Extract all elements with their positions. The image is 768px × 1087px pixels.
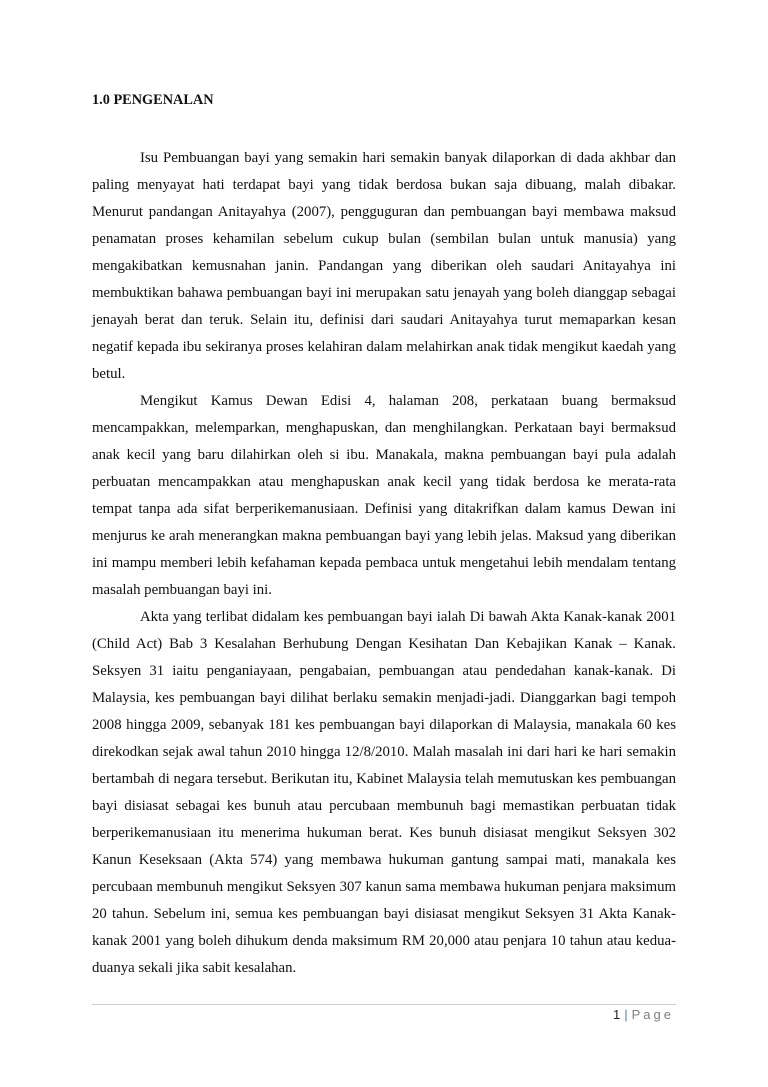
paragraph-3: Akta yang terlibat didalam kes pembuangan bayi ialah Di bawah Akta Kanak-kanak 2001 (Child Act) Bab 3 Kesalahan Berhubung Dengan Kesihatan Dan Kebajikan Kanak – Kanak. Seksyen 31 iaitu penganiayaan, pengabaian, pembuangan atau pendedahan kanak-kanak. Di Malaysia, kes pembuangan bayi dilihat berlaku semakin menjadi-jadi. Dianggarkan bagi tempoh 2008 hingga 2009, sebanyak 181 kes pembuangan bayi dilaporkan di Malaysia, manakala 60 kes direkodkan sejak awal tahun 2010 hingga 12/8/2010. Malah masalah ini dari hari ke hari semakin bertambah di negara tersebut. Berikutan itu, Kabinet Malaysia telah memutuskan kes pembuangan bayi disiasat sebagai kes bunuh atau percubaan membunuh bagi memastikan perbuatan tidak berperikemanusiaan itu menerima hukuman berat. Kes bunuh disiasat mengikut Seksyen 302 Kanun Keseksaan (Akta 574) yang membawa hukuman gantung sampai mati, manakala kes percubaan membunuh mengikut Seksyen 307 kanun sama membawa hukuman penjara maksimum 20 tahun. Sebelum ini, semua kes pembuangan bayi disiasat mengikut Seksyen 31 Akta Kanak-kanak 2001 yang boleh dihukum denda maksimum RM 20,000 atau penjara 10 tahun atau kedua-duanya sekali jika sabit kesalahan.	[92, 609, 676, 976]
paragraph-2: Mengikut Kamus Dewan Edisi 4, halaman 208, perkataan buang bermaksud mencampakkan, melemparkan, menghapuskan, dan menghilangkan. Perkataan bayi bermaksud anak kecil yang baru dilahirkan oleh si ibu. Manakala, makna pembuangan bayi pula adalah perbuatan mencampakkan atau menghapuskan anak kecil yang tidak berdosa ke merata-rata tempat tanpa ada sifat berperikemanusiaan. Definisi yang ditakrifkan dalam kamus Dewan ini menjurus ke arah menerangkan makna pembuangan bayi yang lebih jelas. Maksud yang diberikan ini mampu memberi lebih kefahaman kepada pembaca untuk mengetahui lebih mendalam tentang masalah pembuangan bayi ini.	[92, 393, 676, 598]
page-number: 1	[613, 1007, 621, 1022]
body-text	[92, 145, 676, 982]
footer-separator: |	[624, 1007, 628, 1022]
paragraph-1: Isu Pembuangan bayi yang semakin hari semakin banyak dilaporkan di dada akhbar dan paling menyayat hati terdapat bayi yang tidak berdosa bukan saja dibuang, malah dibakar. Menurut pandangan Anitayahya (2007), pengguguran dan pembuangan bayi membawa maksud penamatan proses kehamilan sebelum cukup bulan (sembilan bulan untuk manusia) yang mengakibatkan kemusnahan janin. Pandangan yang diberikan oleh saudari Anitayahya ini membuktikan bahawa pembuangan bayi ini merupakan satu jenayah yang boleh dianggap sebagai jenayah berat dan teruk. Selain itu, definisi dari saudari Anitayahya turut memaparkan kesan negatif kepada ibu sekiranya proses kelahiran dalam melahirkan anak tidak mengikut kaedah yang betul.	[92, 150, 676, 382]
section-heading: 1.0 PENGENALAN	[92, 92, 214, 108]
page-footer	[613, 1007, 674, 1022]
page-label: Page	[631, 1007, 674, 1022]
footer-divider	[92, 1004, 676, 1005]
